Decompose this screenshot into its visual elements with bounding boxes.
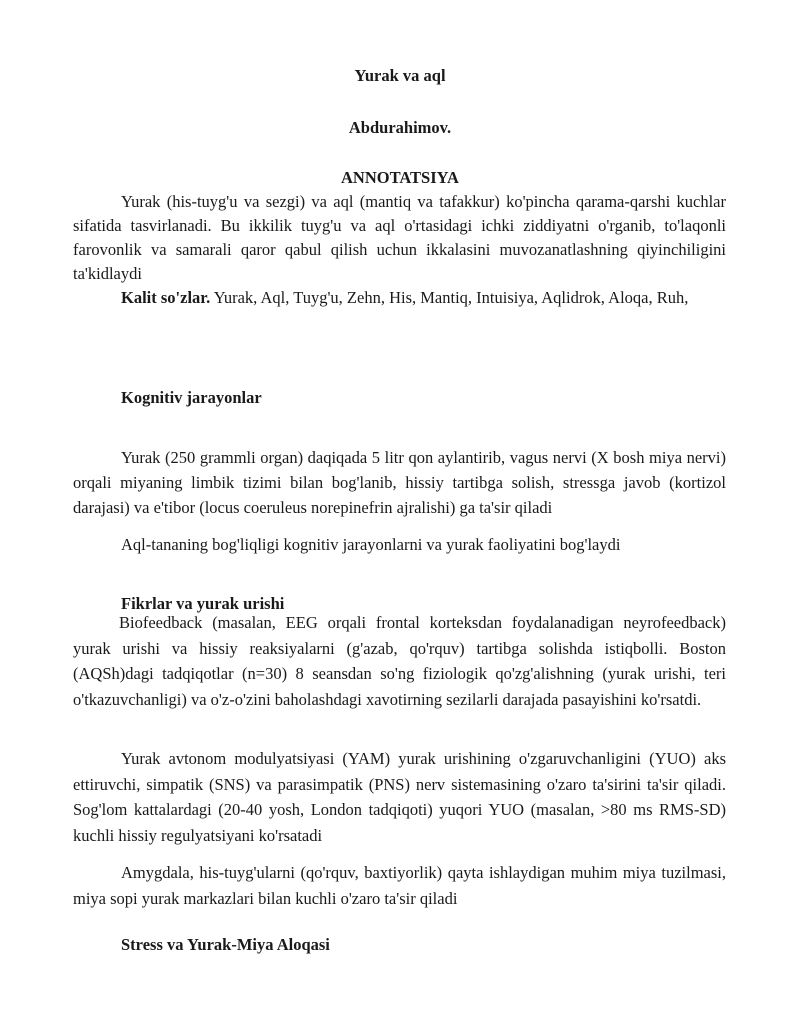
section-heading-heartbeat: Fikrlar va yurak urishi bbox=[121, 594, 285, 613]
section1-paragraph-1: Yurak (250 grammli organ) daqiqada 5 litr qon aylantirib, vagus nervi (X bosh miya nervi) orqali miyaning limbik tizimi bilan bog'lanib, hissiy tartibga solish, stressga javob (kortizol darajasi) va e'tibor (locus coeruleus norepinefrin ajralishi) ga ta'sir qiladi bbox=[73, 448, 726, 517]
abstract-paragraph: Yurak (his-tuyg'u va sezgi) va aql (mantiq va tafakkur) ko'pincha qarama-qarshi kuchlar sifatida tasvirlanadi. Bu ikkilik tuyg'u va aql o'rtasidagi ichki ziddiyatni o'rganib, to'laqonli farovonlik va samarali qaror qabul qilish uchun ikkalasini muvozanatlashning qiyinchiligini ta'kidlaydi bbox=[73, 192, 726, 283]
keywords-paragraph bbox=[73, 286, 726, 310]
document-title: Yurak va aql bbox=[354, 66, 446, 85]
author-name: Abdurahimov. bbox=[348, 118, 452, 137]
section-heading-cognitive: Kognitiv jarayonlar bbox=[121, 388, 262, 407]
section-heading-stress: Stress va Yurak-Miya Aloqasi bbox=[121, 935, 330, 954]
section2-paragraph-3: Amygdala, his-tuyg'ularni (qo'rquv, baxtiyorlik) qayta ishlaydigan muhim miya tuzilmasi, miya sopi yurak markazlari bilan kuchli o'zaro ta'sir qiladi bbox=[73, 863, 726, 908]
section2-paragraph-2: Yurak avtonom modulyatsiyasi (YAM) yurak urishining o'zgaruvchanligini (YUO) aks ettiruvchi, simpatik (SNS) va parasimpatik (PNS) nerv sistemasining o'zaro ta'sirini ta'sir qiladi. Sog'lom kattalardagi (20-40 yosh, London tadqiqoti) yuqori YUO (masalan, >80 ms RMS-SD) kuchli hissiy regulyatsiyani ko'rsatadi bbox=[73, 749, 726, 845]
abstract-heading: ANNOTATSIYA bbox=[341, 168, 459, 187]
keywords-label: Kalit so'zlar. bbox=[121, 288, 211, 307]
section2-paragraph-1: Biofeedback (masalan, EEG orqali frontal korteksdan foydalanadigan neyrofeedback) yurak urishi va hissiy reaksiyalarni (g'azab, qo'rquv) tartibga solishda istiqbolli. Boston (AQSh)dagi tadqiqotlar (n=30) 8 seansdan so'ng fiziologik qo'zg'alishning (yurak urishi, teri o'tkazuvchanligi) va o'z-o'zini baholashdagi xavotirning sezilarli darajada pasayishini ko'rsatdi. bbox=[73, 613, 726, 709]
section1-paragraph-2: Aql-tananing bog'liqligi kognitiv jarayonlarni va yurak faoliyatini bog'laydi bbox=[121, 535, 621, 554]
keywords-text: Yurak, Aql, Tuyg'u, Zehn, His, Mantiq, Intuisiya, Aqlidrok, Aloqa, Ruh, bbox=[210, 288, 689, 307]
